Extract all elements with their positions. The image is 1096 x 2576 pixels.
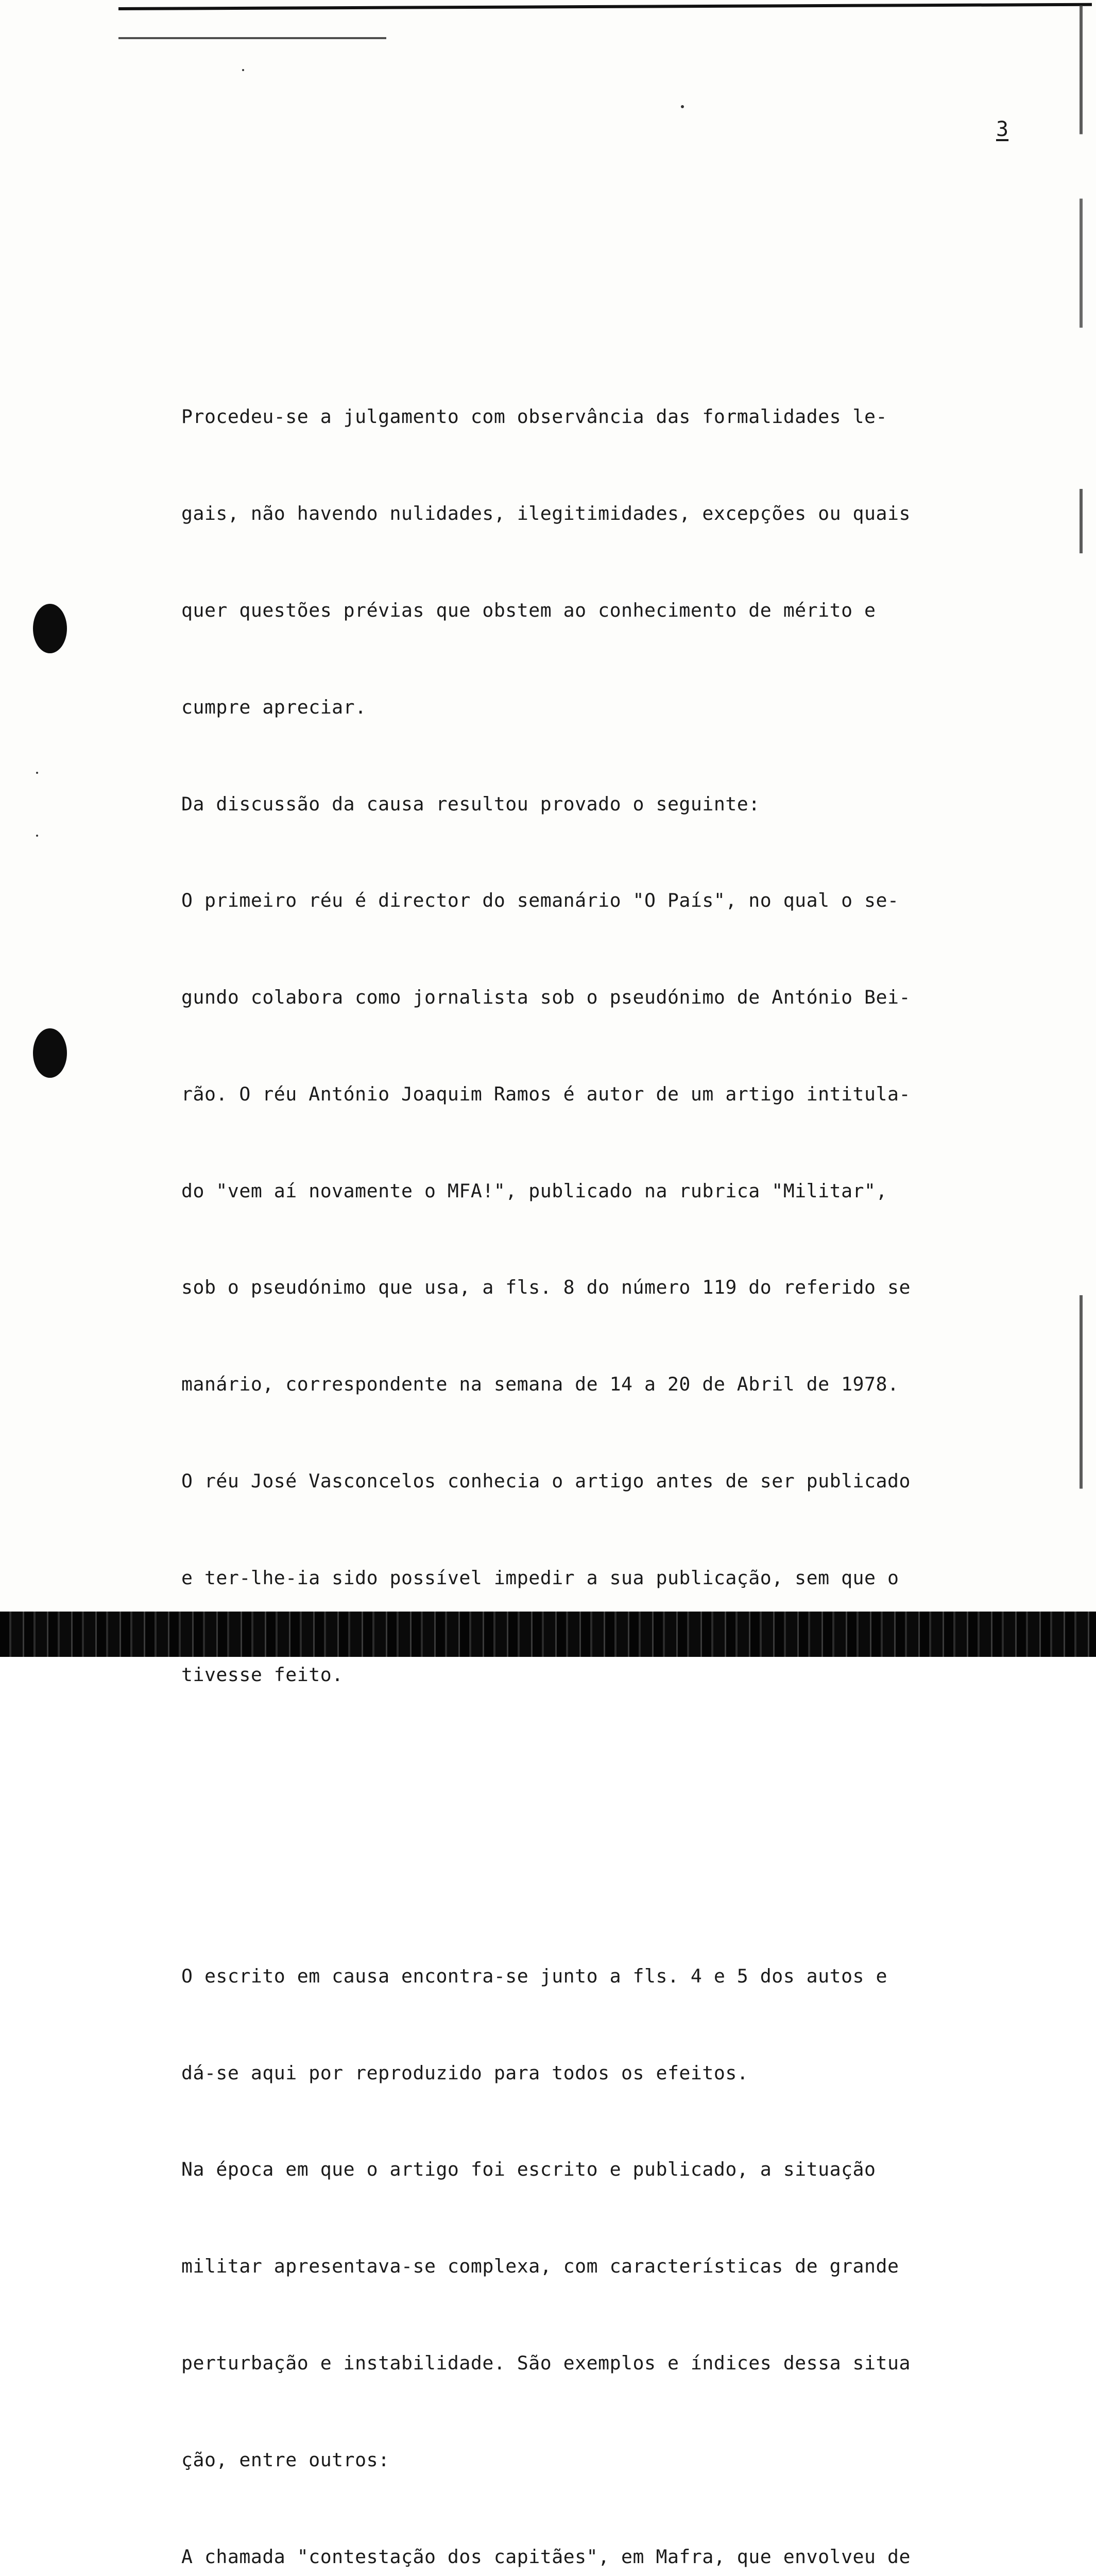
text-line: ção, entre outros: [181, 2448, 390, 2471]
punch-hole-upper [33, 604, 67, 653]
punch-hole-lower [33, 1028, 67, 1078]
scan-speck [36, 835, 38, 837]
scan-speck [681, 105, 684, 108]
document-body [181, 272, 1036, 2576]
scan-speck [242, 69, 244, 71]
scan-edge-top [118, 3, 1092, 10]
scan-speck [36, 772, 38, 774]
scan-edge-mark [118, 37, 386, 39]
scan-edge-right [1080, 5, 1083, 1618]
text-line: manário, correspondente na semana de 14 a 20 de Abril de 1978. [181, 1373, 899, 1396]
text-line: Da discussão da causa resultou provado o seguinte: [181, 792, 760, 815]
text-line: quer questões prévias que obstem ao conhecimento de mérito e [181, 599, 876, 621]
text-line: O réu José Vasconcelos conhecia o artigo antes de ser publicado [181, 1469, 911, 1492]
text-line: gundo colabora como jornalista sob o pseudónimo de António Bei- [181, 986, 911, 1009]
text-line: sob o pseudónimo que usa, a fls. 8 do número 119 do referido se [181, 1276, 911, 1299]
text-line: tivesse feito. [181, 1663, 344, 1686]
text-line: militar apresentava-se complexa, com características de grande [181, 2255, 899, 2278]
text-line: dá-se aqui por reproduzido para todos os efeitos. [181, 2061, 749, 2084]
text-line: gais, não havendo nulidades, ilegitimidades, excepções ou quais [181, 502, 911, 525]
text-line: Na época em que o artigo foi escrito e publicado, a situação [181, 2158, 876, 2181]
text-line: rão. O réu António Joaquim Ramos é autor de um artigo intitula- [181, 1082, 911, 1105]
paragraph-context [181, 1896, 1036, 2576]
text-line: e ter-lhe-ia sido possível impedir a sua publicação, sem que o [181, 1566, 899, 1589]
paragraph-gap [181, 1820, 1036, 1832]
page-number: 3 [996, 117, 1009, 141]
text-line: Procedeu-se a julgamento com observância das formalidades le- [181, 405, 887, 428]
text-line: do "vem aí novamente o MFA!", publicado na rubrica "Militar", [181, 1179, 887, 1202]
text-line: O escrito em causa encontra-se junto a fls. 4 e 5 dos autos e [181, 1964, 887, 1987]
text-line: O primeiro réu é director do semanário "O País", no qual o se- [181, 889, 899, 912]
paragraph-findings [181, 336, 1036, 1755]
text-line: A chamada "contestação dos capitães", em Mafra, que envolveu de [181, 2545, 911, 2568]
text-line: perturbação e instabilidade. São exemplos e índices dessa situa [181, 2352, 911, 2374]
text-line: cumpre apreciar. [181, 696, 367, 718]
